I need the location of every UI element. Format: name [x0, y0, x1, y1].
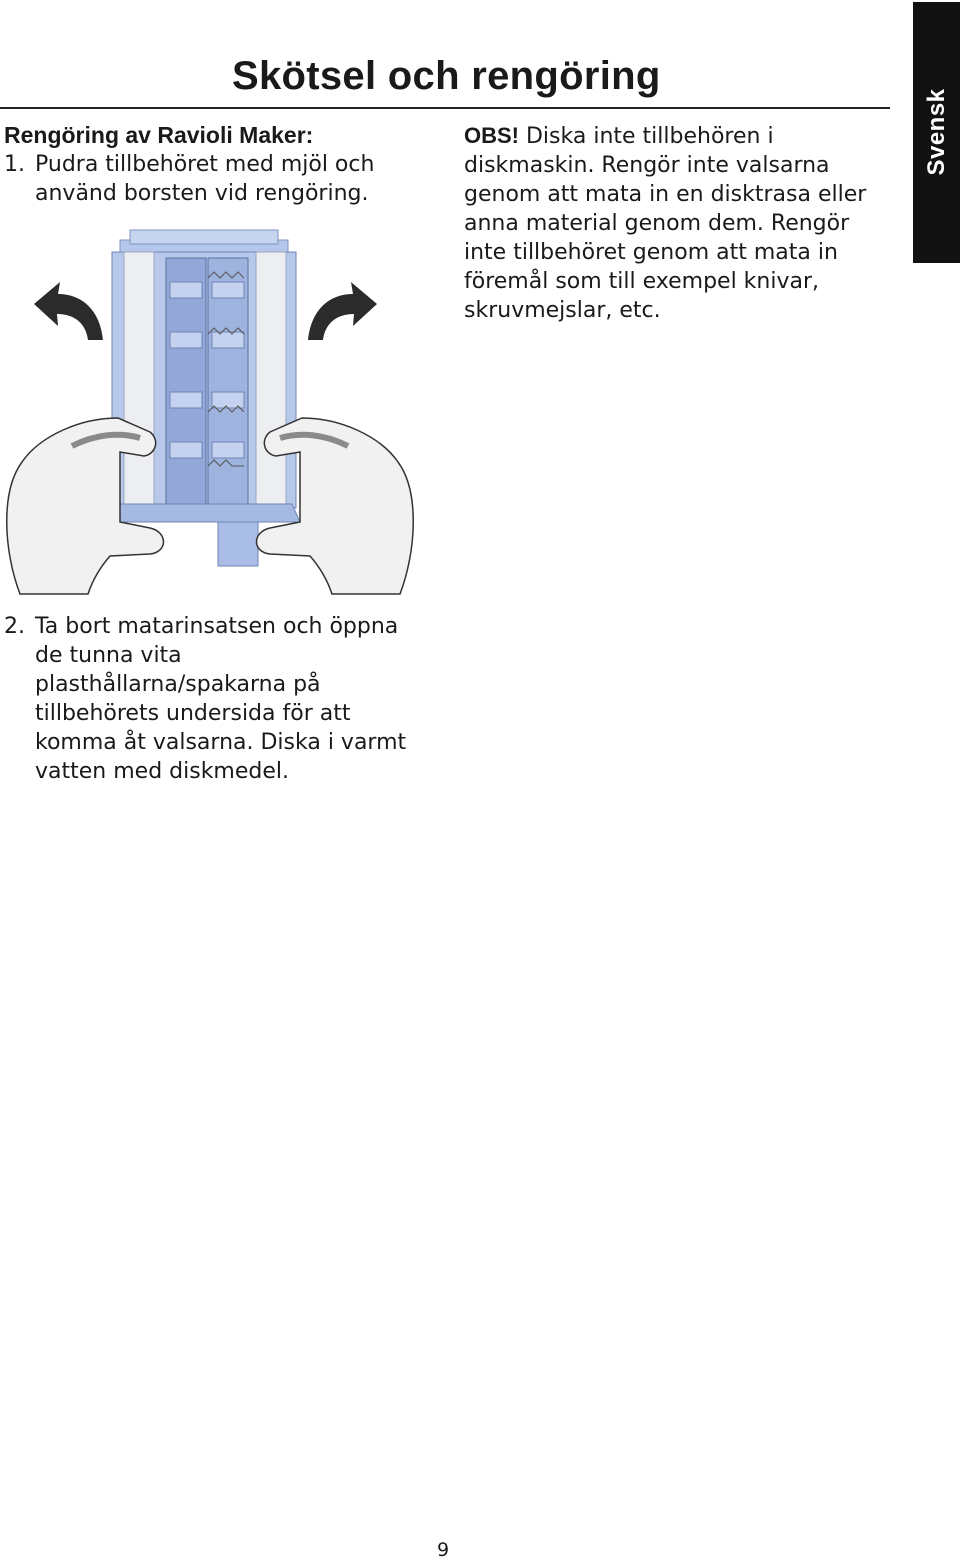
- language-tab-label: Svensk: [922, 88, 950, 176]
- step-1: [4, 150, 424, 208]
- right-arrow-icon: [308, 282, 377, 340]
- step-2-number: 2.: [4, 614, 25, 639]
- step-1-text: Pudra tillbehöret med mjöl och använd borsten vid rengöring.: [35, 152, 375, 206]
- obs-label: OBS!: [464, 123, 519, 148]
- obs-text: Diska inte tillbehören i diskmaskin. Rengör inte valsarna genom att mata in en disktrasa eller anna material genom dem. Rengör inte tillbehöret genom att mata in föremål som till exempel knivar, skruvmejslar, etc.: [464, 124, 867, 323]
- ravioli-maker-illustration: [0, 222, 420, 600]
- page-number: 9: [436, 1539, 450, 1561]
- cleaning-section: [4, 121, 424, 208]
- attachment-body: [110, 230, 300, 566]
- step-2: [4, 612, 424, 786]
- header-divider: [0, 107, 890, 109]
- step-1-number: 1.: [4, 152, 25, 177]
- section-heading: Rengöring av Ravioli Maker:: [4, 122, 314, 148]
- language-tab: [913, 2, 960, 263]
- step-2-row: [4, 612, 424, 786]
- left-arrow-icon: [34, 282, 103, 340]
- page-title: Skötsel och rengöring: [232, 54, 661, 98]
- step-2-text: Ta bort matarinsatsen och öppna de tunna vita plasthållarna/spakarna på tillbehörets undersida för att komma åt valsarna. Diska i varmt vatten med diskmedel.: [35, 614, 407, 784]
- warning-note: [464, 121, 884, 325]
